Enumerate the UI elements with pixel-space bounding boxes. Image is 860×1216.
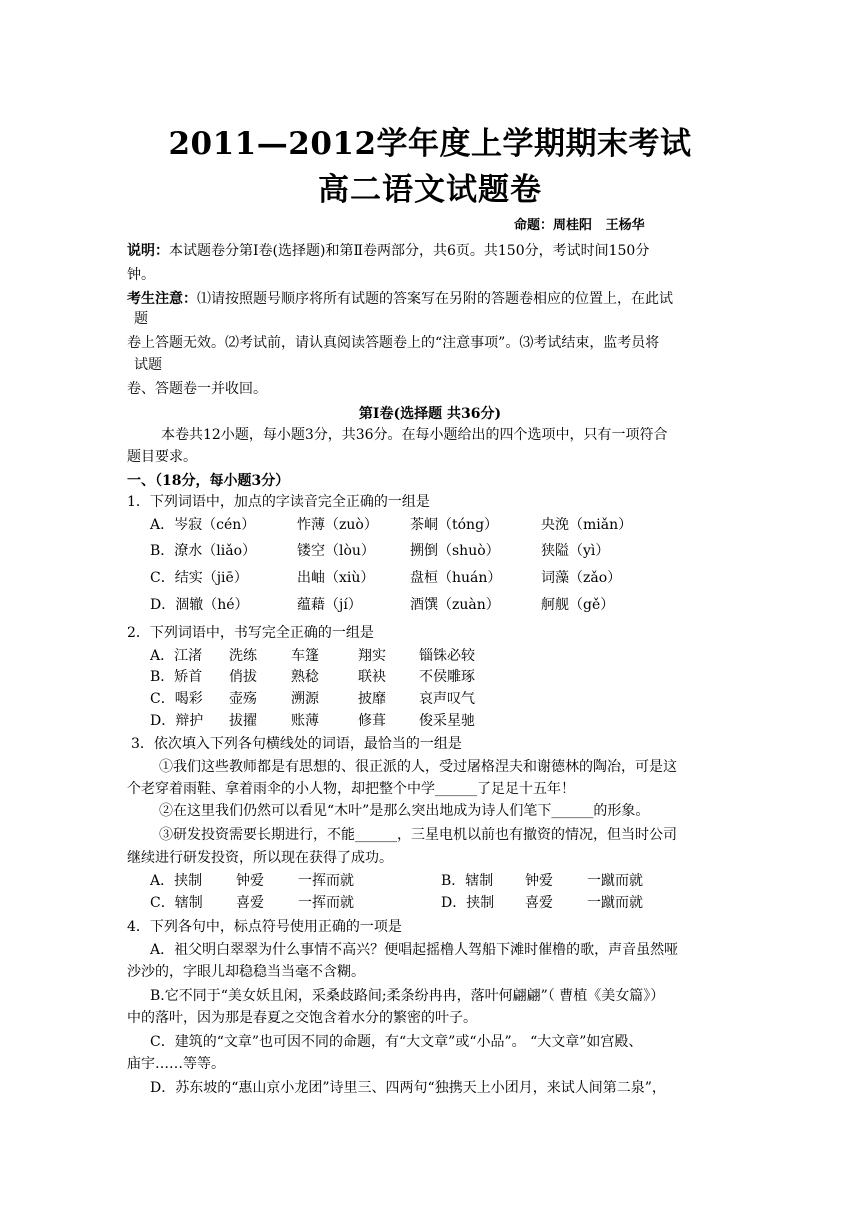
q2-d-5: 俊采星驰 (419, 713, 475, 729)
q3-c-3: 一挥而就 (298, 895, 354, 911)
q1-c-3: 盘桓（huán） (410, 570, 502, 586)
q2-b-2: 俏拔 (229, 669, 257, 685)
q1-a-2: 怍薄（zuò） (297, 517, 378, 533)
attention-line-2b: 试题 (134, 357, 162, 373)
part1-heading: 第Ⅰ卷(选择题 共36分) (358, 406, 502, 422)
q2-c-4: 披靡 (358, 691, 386, 707)
q3-a-3: 一挥而就 (298, 873, 354, 889)
q3-b-1: B．辖制 (441, 873, 494, 889)
q1-b-3: 搠倒（shuò） (410, 543, 500, 559)
q1-d-2: 蕴藉（jí） (297, 597, 362, 613)
q4-a-line-2: 沙沙的，字眼儿却稳稳当当毫不含糊。 (127, 964, 365, 980)
q2-a-4: 翔实 (358, 648, 386, 664)
authors: 命题：周桂阳 王杨华 (514, 218, 645, 233)
part1-desc-line-1: 本卷共12小题，每小题3分，共36分。在每小题给出的四个选项中，只有一项符合 (161, 427, 668, 443)
q1-d-1: D．涸辙（hé） (150, 597, 249, 613)
q3-d-1: D．挟制 (441, 895, 495, 911)
attention-line-1b: 题 (134, 311, 148, 327)
q3-sentence-1-line-2: 个老穿着雨鞋、拿着雨伞的小人物，却把整个中学______了足足十五年！ (127, 781, 575, 797)
q3-sentence-3-line-1: ③研发投资需要长期进行，不能______，三星电机以前也有撤资的情况，但当时公司 (159, 827, 677, 843)
note-text: 本试题卷分第Ⅰ卷(选择题)和第Ⅱ卷两部分，共6页。共150分，考试时间150分 (169, 243, 650, 259)
q3-c-2: 喜爱 (236, 895, 264, 911)
note-line-2: 钟。 (127, 267, 155, 283)
part1-desc-line-2: 题目要求。 (127, 449, 197, 465)
q2-a-5: 锱铢必较 (419, 648, 475, 664)
attention-line-2: 卷上答题无效。⑵考试前，请认真阅读答题卷上的“注意事项”。⑶考试结束，监考员将 (127, 335, 660, 351)
q1-d-3: 酒馔（zuàn） (410, 597, 500, 613)
q2-b-5: 不侯雕琢 (419, 669, 475, 685)
q2-b-1: B．矫首 (150, 669, 203, 685)
q1-c-4: 词藻（zǎo） (541, 570, 622, 586)
section-1-heading: 一、（18分，每小题3分） (127, 473, 290, 489)
q1-stem: 1．下列词语中，加点的字读音完全正确的一组是 (127, 494, 430, 510)
q4-b-line-2: 中的落叶，因为那是春夏之交饱含着水分的繁密的叶子。 (127, 1010, 477, 1026)
q1-d-4: 舸舰（gě） (541, 597, 615, 613)
q4-stem: 4．下列各句中，标点符号使用正确的一项是 (127, 919, 402, 935)
q3-b-2: 钟爱 (525, 873, 553, 889)
note-label: 说明： (127, 243, 169, 259)
q3-sentence-3-line-2: 继续进行研发投资，所以现在获得了成功。 (127, 850, 393, 866)
q2-d-4: 修葺 (358, 713, 386, 729)
q1-a-3: 茶峒（tóng） (410, 517, 499, 533)
q1-c-2: 出岫（xiù） (297, 570, 375, 586)
q3-d-2: 喜爱 (525, 895, 553, 911)
q2-d-1: D．辩护 (150, 713, 204, 729)
q4-a-line-1: A．祖父明白翠翠为什么事情不高兴？便唱起摇橹人驾船下滩时催橹的歌，声音虽然哑 (150, 942, 679, 958)
q3-stem: 3．依次填入下列各句横线处的词语，最恰当的一组是 (131, 736, 462, 752)
q1-a-4: 央浼（miǎn） (541, 517, 633, 533)
q4-b-line-1: B.它不同于“美女妖且闲，采桑歧路间;柔条纷冉冉，落叶何翩翩”（ 曹植《美女篇》） (150, 988, 665, 1004)
attention-line-3: 卷、答题卷一并收回。 (127, 381, 267, 397)
exam-subtitle: 高二语文试题卷 (318, 172, 542, 208)
q2-c-1: C．喝彩 (150, 691, 203, 707)
q3-a-2: 钟爱 (236, 873, 264, 889)
q3-b-3: 一蹴而就 (587, 873, 643, 889)
q1-b-4: 狭隘（yì） (541, 543, 610, 559)
q2-c-3: 溯源 (291, 691, 319, 707)
q1-b-2: 镂空（lòu） (297, 543, 375, 559)
q4-d-line-1: D．苏东坡的“惠山京小龙团”诗里三、四两句“独携天上小团月，来试人间第二泉”， (150, 1080, 666, 1096)
q2-a-1: A．江渚 (150, 648, 203, 664)
q1-b-1: B．潦水（liǎo） (150, 543, 257, 559)
q3-sentence-1-line-1: ①我们这些教师都是有思想的、很正派的人，受过屠格涅夫和谢德林的陶冶，可是这 (159, 759, 677, 775)
q3-a-1: A．挟制 (150, 873, 203, 889)
attention-line-1 (127, 290, 673, 308)
q2-d-2: 拔擢 (229, 713, 257, 729)
q2-d-3: 账薄 (291, 713, 319, 729)
exam-title: 2011—2012学年度上学期期末考试 (168, 126, 692, 162)
q3-d-3: 一蹴而就 (587, 895, 643, 911)
q2-a-2: 洗练 (229, 648, 257, 664)
q4-c-line-2: 庙宇……等等。 (127, 1056, 225, 1072)
q2-c-5: 哀声叹气 (419, 691, 475, 707)
q3-c-1: C．辖制 (150, 895, 203, 911)
q2-c-2: 壶殇 (229, 691, 257, 707)
attention-text-1: ⑴请按照题号顺序将所有试题的答案写在另附的答题卷相应的位置上，在此试 (197, 291, 673, 307)
q2-b-3: 熟稔 (291, 669, 319, 685)
q2-b-4: 联袂 (358, 669, 386, 685)
q2-stem: 2．下列词语中，书写完全正确的一组是 (127, 625, 374, 641)
note-line-1 (127, 242, 649, 260)
q2-a-3: 车篷 (291, 648, 319, 664)
q3-sentence-2: ②在这里我们仍然可以看见“木叶”是那么突出地成为诗人们笔下______的形象。 (159, 803, 650, 819)
q1-a-1: A．岑寂（cén） (150, 517, 256, 533)
q1-c-1: C．结实（jiē） (150, 570, 248, 586)
q4-c-line-1: C．建筑的“文章”也可因不同的命题，有“大文章”或“小品”。 “大文章”如宫殿、 (150, 1034, 643, 1050)
attention-label: 考生注意： (127, 291, 197, 307)
